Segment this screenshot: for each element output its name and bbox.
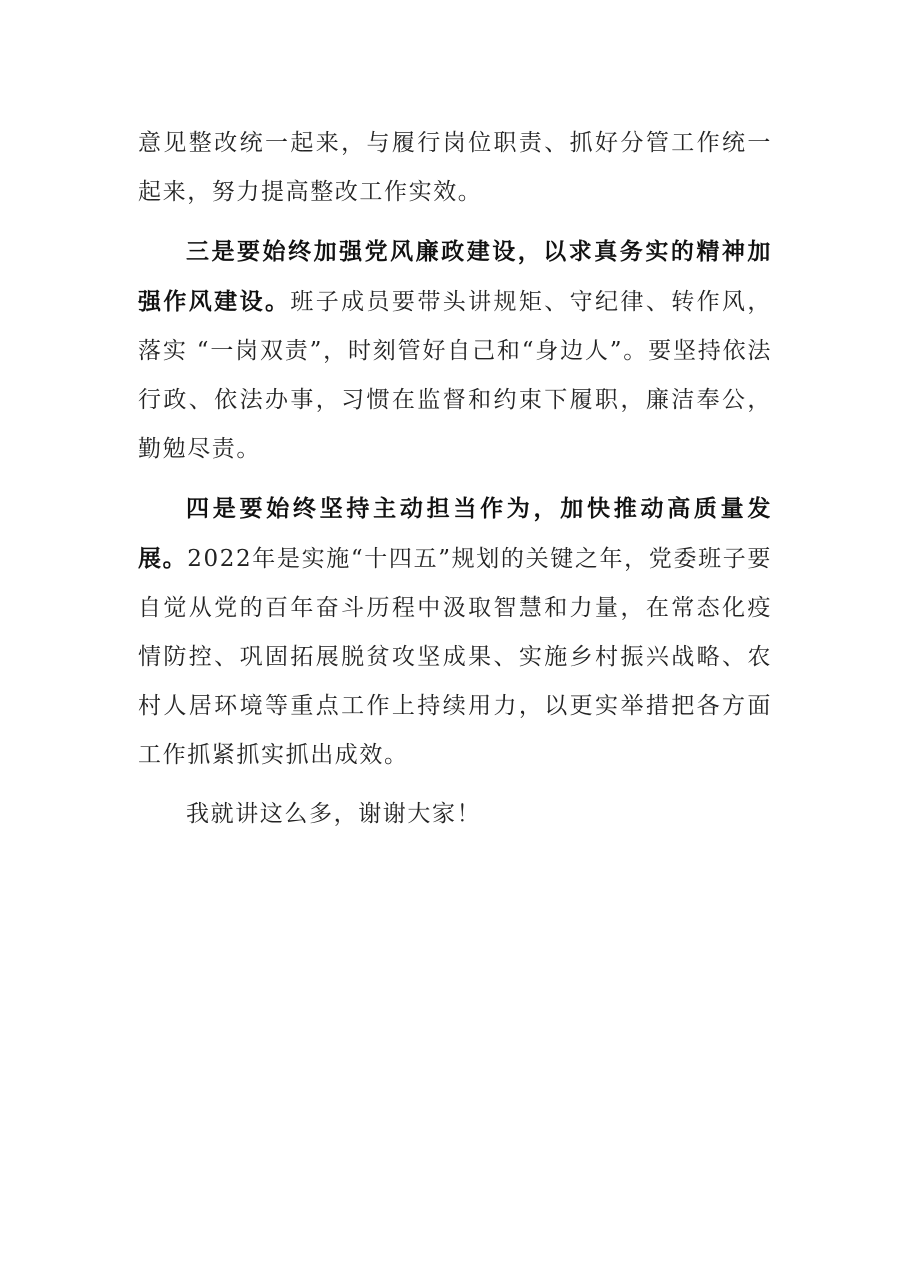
paragraph-text: 班子成员要带头讲规矩、守纪律、转作风，落实 “一岗双责”，时刻管好自己和“身边人”。要坚持依法行政、依法办事，习惯在监督和约束下履职，廉洁奉公，勤勉尽责。 (138, 289, 772, 462)
point-four-heading: 四是要始终坚持主动担当作为，加快推动高质量发展。 (138, 495, 772, 572)
paragraph-point-three (138, 227, 772, 474)
document-body (138, 119, 772, 839)
paragraph-point-four (138, 484, 772, 780)
paragraph-text: 2022年是实施“十四五”规划的关键之年，党委班子要自觉从党的百年奋斗历程中汲取智慧和力量，在常态化疫情防控、巩固拓展脱贫攻坚成果、实施乡村振兴战略、农村人居环境等重点工作上持续用力，以更实举措把各方面工作抓紧抓实抓出成效。 (138, 546, 772, 768)
paragraph-closing (138, 790, 772, 839)
paragraph-text: 意见整改统一起来，与履行岗位职责、抓好分管工作统一起来，努力提高整改工作实效。 (138, 130, 772, 205)
closing-remark: 我就讲这么多，谢谢大家！ (186, 801, 482, 827)
point-three-heading: 三是要始终加强党风廉政建设，以求真务实的精神加强作风建设。 (138, 238, 772, 315)
paragraph-rectification-continued (138, 119, 772, 217)
